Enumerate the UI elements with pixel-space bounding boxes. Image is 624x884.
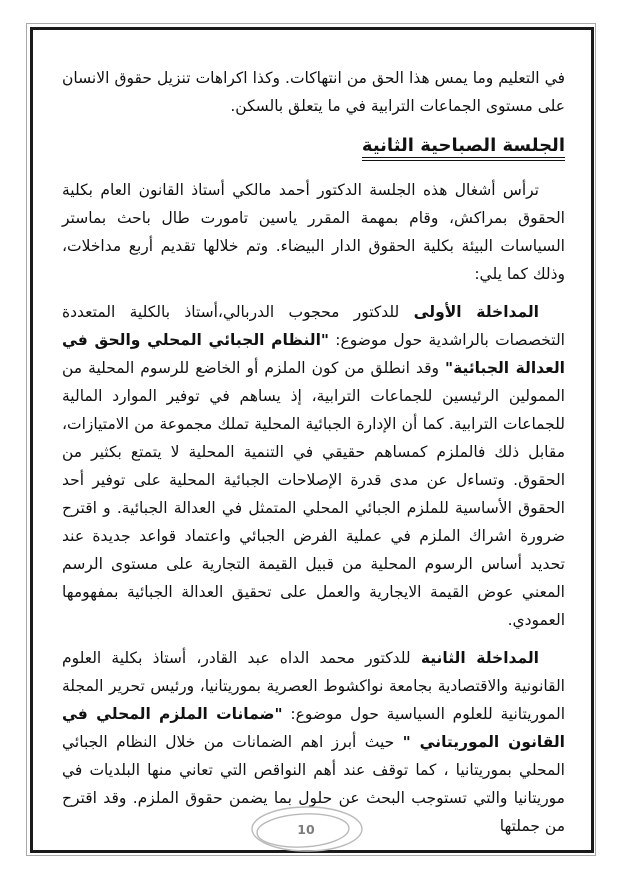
page-number-ellipse-icon bbox=[246, 804, 368, 854]
text-run: للدكتور محمد الداه عبد القادر، أستاذ بكلية العلوم القانونية والاقتصادية بجامعة نواكشوط العصرية بموريتانيا، ورئيس تحرير المجلة الموريتانية للعلوم السياسية حول موضوع: bbox=[62, 649, 565, 723]
paragraph-session-chair: ترأس أشغال هذه الجلسة الدكتور أحمد مالكي أستاذ القانون العام بكلية الحقوق بمراكش، وقام بمهمة المقرر ياسين تامورت طال باحث بماستر السياسات البيئة بكلية الحقوق الدار البيضاء. وتم خلالها تقديم أربع مداخلات، وذلك كما يلي: bbox=[62, 181, 565, 283]
text-run: "ضمانات الملزم المحلي في القانون الموريتاني " bbox=[62, 705, 565, 751]
text-run: للدكتور محجوب الدربالي،أستاذ بالكلية المتعددة التخصصات بالراشدية حول موضوع: bbox=[62, 303, 565, 349]
session-heading bbox=[62, 132, 565, 160]
text-run: "النظام الجبائي المحلي والحق في العدالة الجبائية" bbox=[62, 331, 565, 377]
session-heading-text: الجلسة الصباحية الثانية bbox=[362, 135, 565, 161]
text-run: المداخلة الثانية bbox=[420, 649, 539, 667]
text-run: وقد انطلق من كون الملزم أو الخاضع للرسوم المحلية من الممولين الرئيسين للجماعات الترابية، إذ يساهم في توفير الموارد المالية للجماعات الترابية. كما أن الإدارة الجبائية المحلية تملك مجموعة من الامتيازات، مقابل ذلك فالملزم كمساهم حقيقي في التنمية المحلية لا يتمتع بكثير من الحقوق. وتساءل عن مدى قدرة الإصلاحات الجبائية المحلية على توفير أحد الحقوق الأساسية للملزم الجبائي المحلي المتمثل في العدالة الجبائية. و اقترح ضرورة اشراك الملزم في عملية الفرض الجبائي واعتماد قواعد جديدة عند تحديد أساس الرسوم المحلية من قبيل القيمة التجارية على مستوى الرسم المعني عوض القيمة الايجارية والعمل على تحقيق العدالة الجبائية بمفهومها العمودي. bbox=[62, 359, 565, 629]
text-run: حيث أبرز اهم الضمانات من خلال النظام الجبائي المحلي بموريتانيا ، كما توقف عند أهم النواقص التي تعاني منها البلديات في موريتانيا والتي تستوجب البحث عن حلول بما يضمن حقوق الملزم. وقد اقترح من جملتها bbox=[62, 733, 565, 835]
paragraph-first-intervention bbox=[62, 298, 565, 634]
paragraph-rights-continuation: في التعليم وما يمس هذا الحق من انتهاكات. وكذا اكراهات تنزيل حقوق الانسان على مستوى الجماعات الترابية في ما يتعلق بالسكن. bbox=[62, 69, 565, 115]
page-number-ellipse bbox=[246, 804, 368, 854]
text-run: المداخلة الأولى bbox=[413, 303, 539, 321]
document-content bbox=[62, 64, 565, 850]
page-number: 10 bbox=[297, 822, 315, 837]
